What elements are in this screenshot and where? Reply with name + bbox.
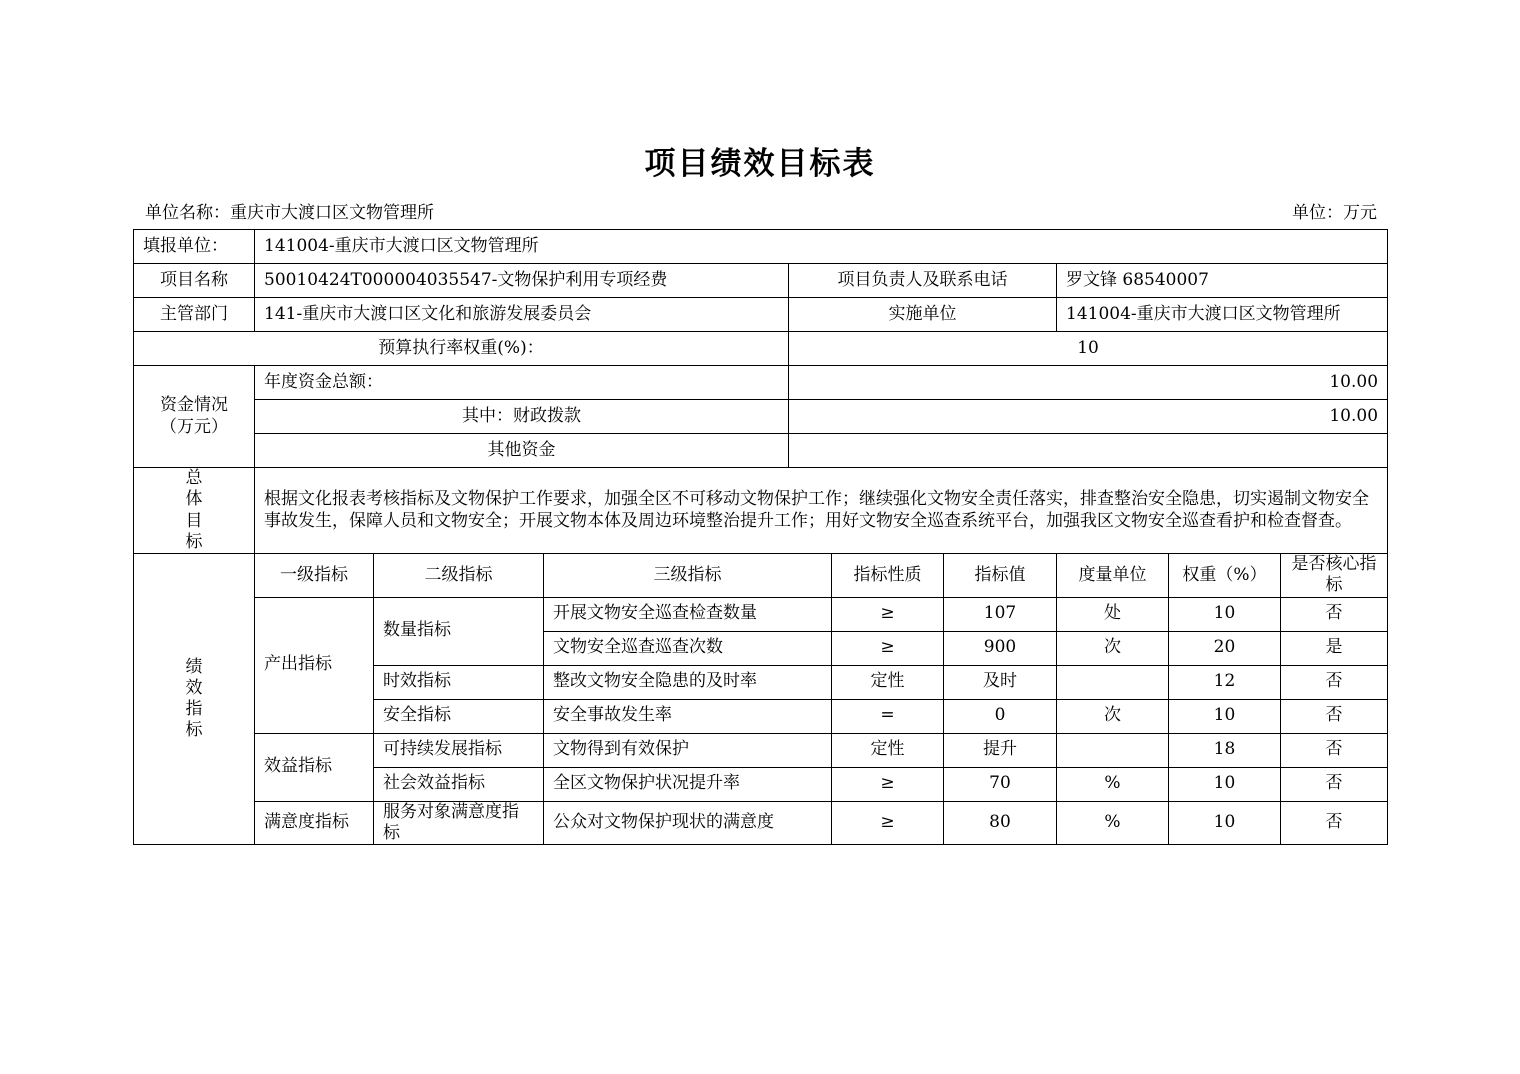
funds-other-value xyxy=(789,434,1388,468)
overall-goal-row xyxy=(134,468,1388,554)
funds-total-value: 10.00 xyxy=(789,366,1388,400)
indicator-nature: ≥ xyxy=(832,631,944,665)
subgroup-timeliness: 时效指标 xyxy=(374,665,544,699)
indicator-row xyxy=(134,597,1388,631)
subgroup-safety: 安全指标 xyxy=(374,699,544,733)
indicator-unit: 处 xyxy=(1057,597,1169,631)
indicator-weight: 12 xyxy=(1169,665,1281,699)
budget-weight-label: 预算执行率权重(%)： xyxy=(134,332,789,366)
indicator-name: 文物得到有效保护 xyxy=(544,733,832,767)
funds-fiscal-row xyxy=(134,400,1388,434)
indicator-row xyxy=(134,733,1388,767)
funds-label xyxy=(134,366,255,468)
indicator-core: 否 xyxy=(1281,801,1388,845)
page-title: 项目绩效目标表 xyxy=(644,146,876,182)
indicator-weight: 10 xyxy=(1169,699,1281,733)
indicator-value: 提升 xyxy=(944,733,1057,767)
header-nature: 指标性质 xyxy=(832,554,944,598)
indicator-core: 是 xyxy=(1281,631,1388,665)
indicator-name: 全区文物保护状况提升率 xyxy=(544,767,832,801)
funds-total-row xyxy=(134,366,1388,400)
perf-label-char: 效 xyxy=(185,677,203,698)
header-unit: 度量单位 xyxy=(1057,554,1169,598)
performance-table xyxy=(133,229,1388,845)
money-unit: 单位：万元 xyxy=(1292,203,1377,223)
project-name-row xyxy=(134,264,1388,298)
funds-total-label: 年度资金总额： xyxy=(255,366,789,400)
subgroup-quantity: 数量指标 xyxy=(374,597,544,665)
overall-goal-text: 根据文化报表考核指标及文物保护工作要求，加强全区不可移动文物保护工作；继续强化文物安全责任落实，排查整治安全隐患，切实遏制文物安全事故发生，保障人员和文物安全；开展文物本体及周边环境整治提升工作；用好文物安全巡查系统平台，加强我区文物安全巡查看护和检查督查。 xyxy=(255,468,1388,554)
funds-other-label: 其他资金 xyxy=(255,434,789,468)
indicator-name: 公众对文物保护现状的满意度 xyxy=(544,801,832,845)
indicator-weight: 20 xyxy=(1169,631,1281,665)
subgroup-service: 服务对象满意度指标 xyxy=(374,801,544,845)
department-value: 141-重庆市大渡口区文化和旅游发展委员会 xyxy=(255,298,789,332)
group-satisfaction: 满意度指标 xyxy=(255,801,374,845)
indicator-name: 文物安全巡查巡查次数 xyxy=(544,631,832,665)
indicator-core: 否 xyxy=(1281,665,1388,699)
project-name-label: 项目名称 xyxy=(134,264,255,298)
fill-unit-row xyxy=(134,230,1388,264)
indicator-name: 整改文物安全隐患的及时率 xyxy=(544,665,832,699)
indicator-nature: ≥ xyxy=(832,801,944,845)
indicator-core: 否 xyxy=(1281,597,1388,631)
goal-label-char: 总 xyxy=(185,468,203,488)
header-level2: 二级指标 xyxy=(374,554,544,598)
indicator-core: 否 xyxy=(1281,767,1388,801)
header-value: 指标值 xyxy=(944,554,1057,598)
budget-weight-value: 10 xyxy=(789,332,1388,366)
leader-label: 项目负责人及联系电话 xyxy=(789,264,1057,298)
indicator-value: 80 xyxy=(944,801,1057,845)
indicator-nature: 定性 xyxy=(832,733,944,767)
indicator-unit xyxy=(1057,733,1169,767)
indicator-value: 70 xyxy=(944,767,1057,801)
budget-weight-row xyxy=(134,332,1388,366)
overall-goal-label xyxy=(134,468,255,554)
indicator-weight: 10 xyxy=(1169,801,1281,845)
goal-label-char: 标 xyxy=(185,531,203,552)
indicator-unit: % xyxy=(1057,767,1169,801)
indicator-nature: ≥ xyxy=(832,597,944,631)
project-name-value: 50010424T000004035547-文物保护利用专项经费 xyxy=(255,264,789,298)
indicator-value: 0 xyxy=(944,699,1057,733)
goal-label-char: 目 xyxy=(185,510,203,531)
indicator-unit: 次 xyxy=(1057,699,1169,733)
fill-unit-value: 141004-重庆市大渡口区文物管理所 xyxy=(255,230,1388,264)
indicator-nature: = xyxy=(832,699,944,733)
perf-label-char: 标 xyxy=(185,720,203,741)
indicator-nature: 定性 xyxy=(832,665,944,699)
indicator-weight: 10 xyxy=(1169,767,1281,801)
funds-other-row xyxy=(134,434,1388,468)
implementing-unit-value: 141004-重庆市大渡口区文物管理所 xyxy=(1057,298,1388,332)
group-output: 产出指标 xyxy=(255,597,374,733)
indicator-value: 107 xyxy=(944,597,1057,631)
funds-label-line2: （万元） xyxy=(160,416,228,437)
indicator-core: 否 xyxy=(1281,733,1388,767)
group-benefit: 效益指标 xyxy=(255,733,374,801)
header-core: 是否核心指标 xyxy=(1281,554,1388,598)
perf-label-char: 绩 xyxy=(185,656,203,677)
fill-unit-label: 填报单位： xyxy=(134,230,255,264)
funds-fiscal-value: 10.00 xyxy=(789,400,1388,434)
funds-fiscal-label: 其中：财政拨款 xyxy=(255,400,789,434)
indicator-nature: ≥ xyxy=(832,767,944,801)
department-row xyxy=(134,298,1388,332)
leader-value: 罗文锋 68540007 xyxy=(1057,264,1388,298)
performance-indicators-label xyxy=(134,554,255,845)
indicator-core: 否 xyxy=(1281,699,1388,733)
indicator-unit: % xyxy=(1057,801,1169,845)
subgroup-sustainable: 可持续发展指标 xyxy=(374,733,544,767)
indicator-name: 开展文物安全巡查检查数量 xyxy=(544,597,832,631)
indicator-weight: 10 xyxy=(1169,597,1281,631)
header-level1: 一级指标 xyxy=(255,554,374,598)
implementing-unit-label: 实施单位 xyxy=(789,298,1057,332)
header-weight: 权重（%） xyxy=(1169,554,1281,598)
indicator-weight: 18 xyxy=(1169,733,1281,767)
indicator-header-row xyxy=(134,554,1388,598)
unit-name: 单位名称：重庆市大渡口区文物管理所 xyxy=(145,203,434,223)
perf-label-char: 指 xyxy=(185,699,203,719)
header-level3: 三级指标 xyxy=(544,554,832,598)
indicator-name: 安全事故发生率 xyxy=(544,699,832,733)
funds-label-line1: 资金情况 xyxy=(160,395,228,416)
indicator-value: 及时 xyxy=(944,665,1057,699)
indicator-value: 900 xyxy=(944,631,1057,665)
department-label: 主管部门 xyxy=(134,298,255,332)
subgroup-social: 社会效益指标 xyxy=(374,767,544,801)
indicator-unit xyxy=(1057,665,1169,699)
indicator-unit: 次 xyxy=(1057,631,1169,665)
indicator-row xyxy=(134,801,1388,845)
goal-label-char: 体 xyxy=(185,489,203,510)
